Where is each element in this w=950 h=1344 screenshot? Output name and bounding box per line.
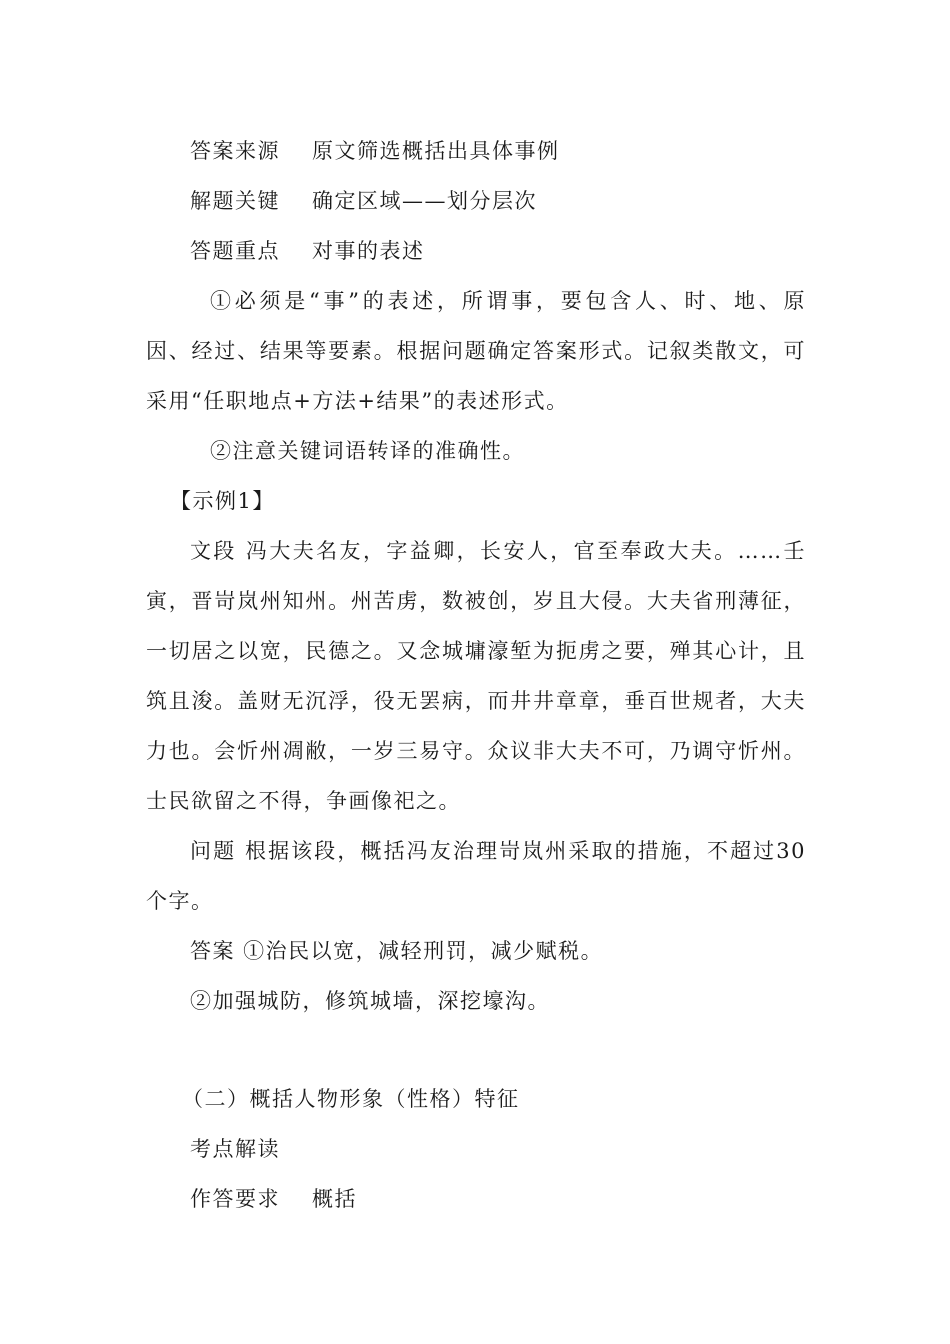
passage-line-1: 文段 冯大夫名友，字益卿，长安人，官至奉政大夫。……壬 [190, 539, 806, 563]
requirement-row [190, 1184, 357, 1214]
passage-line-6: 士民欲留之不得，争画像祀之。 [146, 789, 461, 813]
key-point-label: 解题关键 [190, 189, 280, 213]
section2-subtitle: 考点解读 [190, 1137, 280, 1161]
note2: ②注意关键词语转译的准确性。 [210, 439, 525, 463]
answer-source-label: 答案来源 [190, 139, 280, 163]
passage-line-5: 力也。会忻州凋敝，一岁三易守。众议非大夫不可，乃调守忻州。 [146, 739, 806, 763]
answer-line-1: 答案 ①治民以宽，减轻刑罚，减少赋税。 [190, 939, 604, 963]
note1-line1: ①必须是“事”的表述，所谓事，要包含人、时、地、原 [210, 289, 806, 313]
answer-focus-value: 对事的表述 [312, 239, 425, 263]
passage-line-4: 筑且浚。盖财无沉浮，役无罢病，而井井章章，垂百世规者，大夫 [146, 689, 806, 713]
question-line-1: 问题 根据该段，概括冯友治理岢岚州采取的措施，不超过30 [190, 839, 806, 863]
example-heading: 【示例1】 [170, 489, 275, 513]
key-point-value: 确定区域——划分层次 [312, 189, 537, 213]
key-point-row [190, 186, 537, 216]
passage-line-3: 一切居之以宽，民德之。又念城墉濠堑为扼虏之要，殚其心计，且 [146, 639, 806, 663]
note1-line3: 采用“任职地点+方法+结果”的表述形式。 [146, 389, 569, 413]
answer-line-2: ②加强城防，修筑城墙，深挖壕沟。 [190, 989, 550, 1013]
section2-title: （二）概括人物形象（性格）特征 [182, 1087, 520, 1111]
answer-source-row [190, 136, 560, 166]
requirement-value: 概括 [312, 1187, 357, 1211]
answer-focus-row [190, 236, 425, 266]
passage-line-2: 寅，晋岢岚州知州。州苦虏，数被创，岁且大侵。大夫省刑薄征， [146, 589, 806, 613]
requirement-label: 作答要求 [190, 1187, 280, 1211]
question-line-2: 个字。 [146, 889, 214, 913]
note1-line2: 因、经过、结果等要素。根据问题确定答案形式。记叙类散文，可 [146, 339, 806, 363]
answer-source-value: 原文筛选概括出具体事例 [312, 139, 560, 163]
answer-focus-label: 答题重点 [190, 239, 280, 263]
